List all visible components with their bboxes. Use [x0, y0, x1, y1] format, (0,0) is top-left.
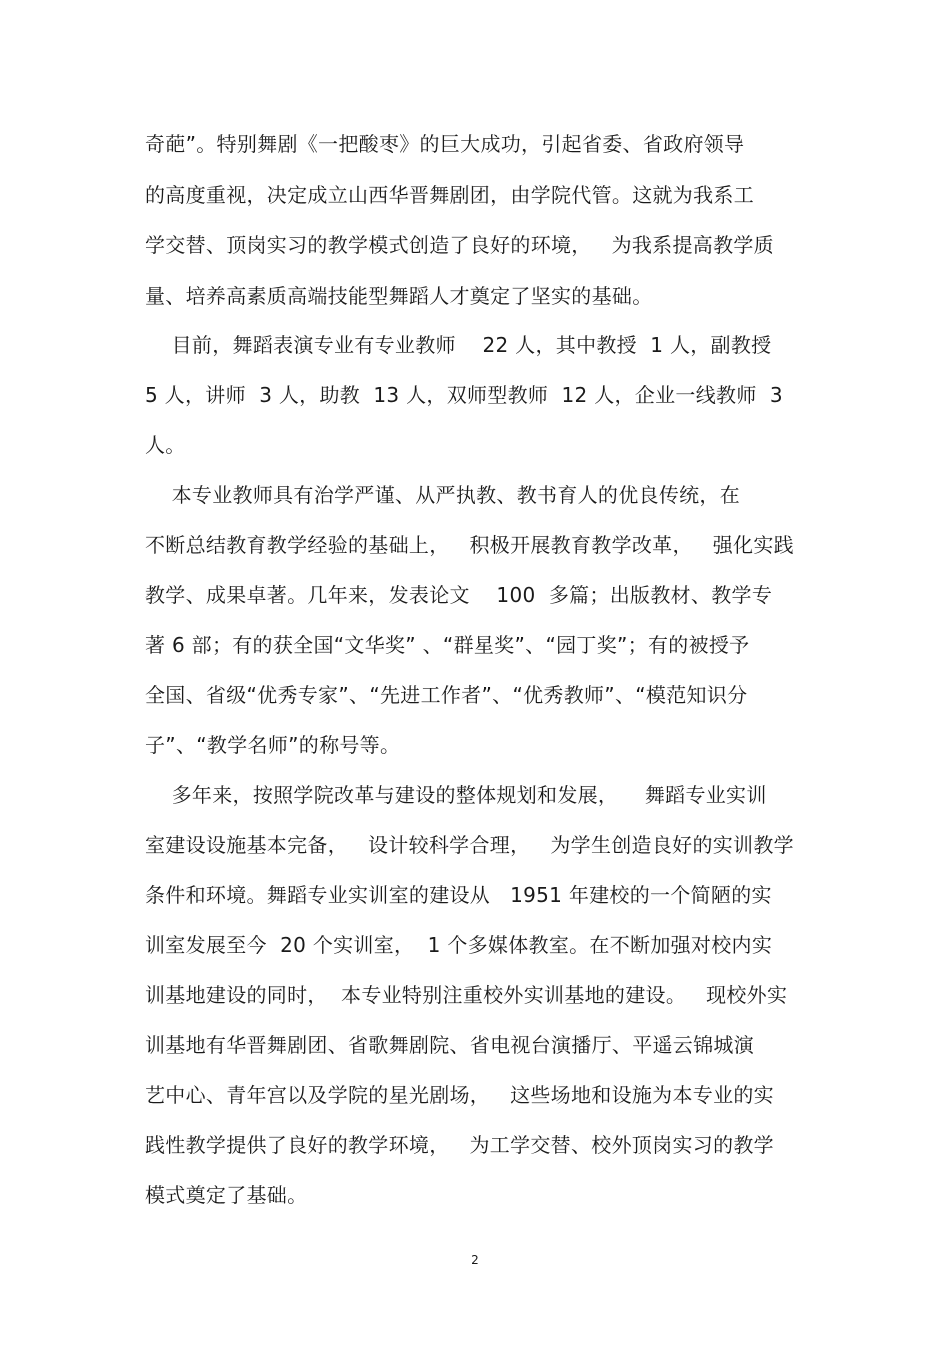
text-line: 本专业教师具有治学严谨、从严执教、教书育人的优良传统，在: [145, 483, 741, 507]
text-line: 室建设设施基本完备， 设计较科学合理， 为学生创造良好的实训教学: [145, 833, 794, 857]
text-line: 子”、“教学名师”的称号等。: [145, 733, 401, 757]
text-line: 教学、成果卓著。几年来，发表论文 100 多篇；出版教材、教学专: [145, 583, 773, 607]
text-line: 训基地建设的同时， 本专业特别注重校外实训基地的建设。 现校外实: [145, 983, 788, 1007]
text-line: 多年来，按照学院改革与建设的整体规划和发展， 舞蹈专业实训: [145, 783, 767, 807]
text-line: 训室发展至今 20 个实训室， 1 个多媒体教室。在不断加强对校内实: [145, 933, 773, 957]
text-line: 人。: [145, 433, 186, 457]
text-line: 践性教学提供了良好的教学环境， 为工学交替、校外顶岗实习的教学: [145, 1133, 774, 1157]
text-line: 全国、省级“优秀专家”、“先进工作者”、“优秀教师”、“模范知识分: [145, 683, 748, 707]
text-line: 模式奠定了基础。: [145, 1183, 308, 1207]
text-line: 5 人，讲师 3 人，助教 13 人，双师型教师 12 人，企业一线教师 3: [145, 383, 783, 407]
text-line: 量、培养高素质高端技能型舞蹈人才奠定了坚实的基础。: [145, 284, 653, 308]
text-line: 学交替、顶岗实习的教学模式创造了良好的环境， 为我系提高教学质: [145, 233, 774, 257]
page-number: 2: [471, 1253, 479, 1267]
text-line: 不断总结教育教学经验的基础上， 积极开展教育教学改革， 强化实践: [145, 533, 794, 557]
text-line: 艺中心、青年宫以及学院的星光剧场， 这些场地和设施为本专业的实: [145, 1083, 774, 1107]
text-line: 奇葩”。特别舞剧《一把酸枣》的巨大成功，引起省委、省政府领导: [145, 132, 745, 156]
text-line: 条件和环境。舞蹈专业实训室的建设从 1951 年建校的一个简陋的实: [145, 883, 772, 907]
text-line: 训基地有华晋舞剧团、省歌舞剧院、省电视台演播厅、平遥云锦城演: [145, 1033, 754, 1057]
text-line: 著 6 部；有的获全国“文华奖” 、“群星奖”、“园丁奖”；有的被授予: [145, 633, 750, 657]
text-line: 的高度重视，决定成立山西华晋舞剧团，由学院代管。这就为我系工: [145, 183, 754, 207]
text-line: 目前，舞蹈表演专业有专业教师 22 人，其中教授 1 人，副教授: [145, 333, 772, 357]
